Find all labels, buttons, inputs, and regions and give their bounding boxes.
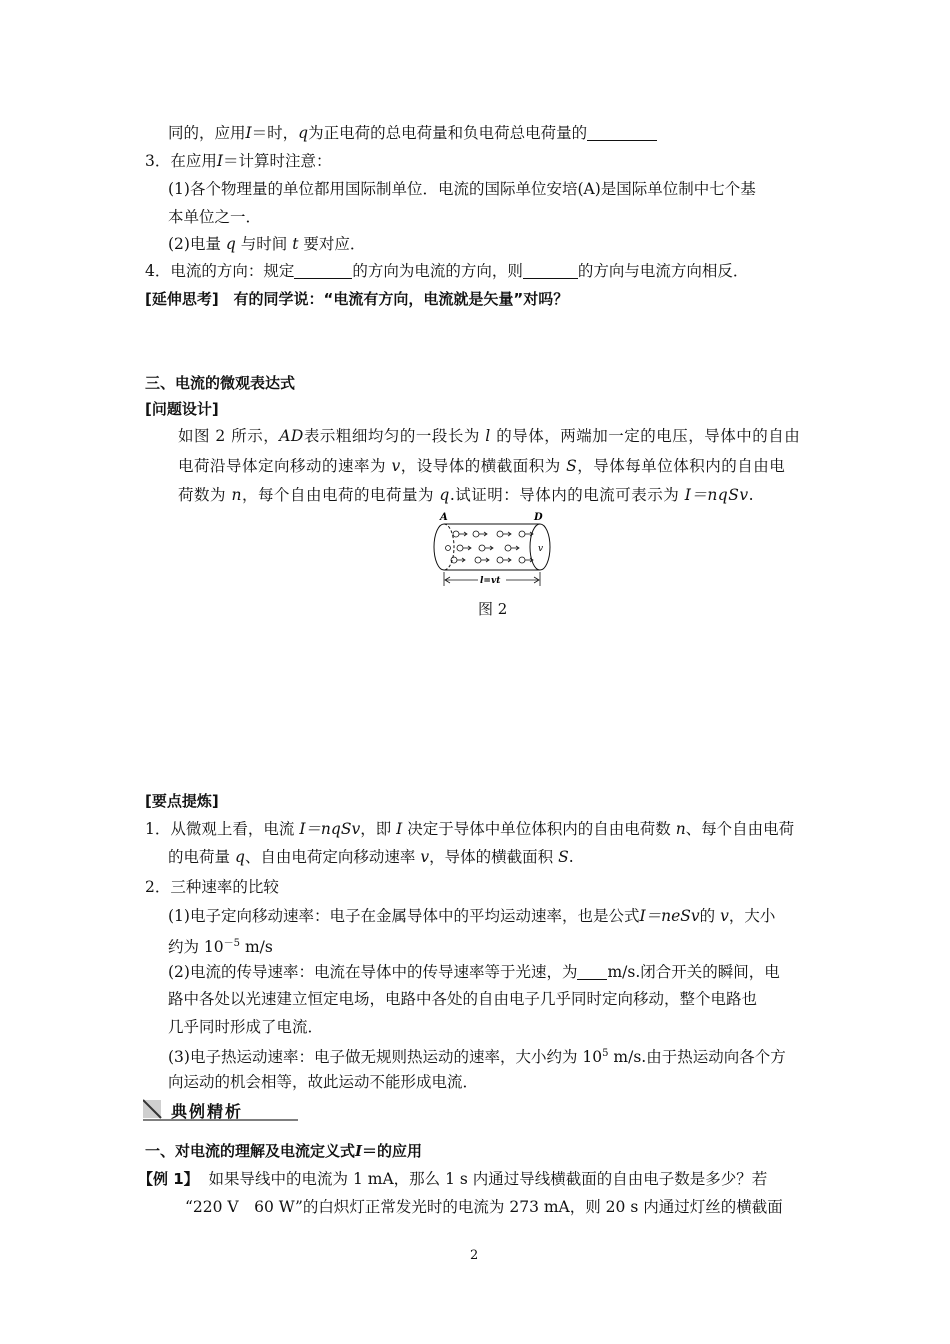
para-line: 2．三种速率的比较	[145, 878, 279, 896]
text: ，导体每单位体积内的自由电	[577, 457, 786, 475]
var: I	[355, 1142, 363, 1160]
text: 决定于导体中单位体积内的自由电荷数	[407, 820, 671, 838]
var: v	[391, 457, 401, 475]
text: 表示粗细均匀的一段长为	[303, 427, 480, 445]
var: I	[396, 820, 403, 838]
para-line	[168, 933, 273, 958]
fill-blank	[523, 262, 578, 279]
section-heading	[145, 1140, 422, 1162]
para-line	[145, 818, 794, 840]
var-i: I	[216, 152, 223, 170]
text: (1)电子定向移动速率：电子在金属导体中的平均运动速率，也是公式	[168, 907, 640, 925]
text: 的方向与电流方向相反．	[577, 262, 749, 280]
para-line	[168, 233, 365, 255]
text: 如图 2 所示，	[178, 427, 280, 445]
para-line: (1)各个物理量的单位都用国际制单位．电流的国际单位安培(A)是国际单位制中七个基	[168, 180, 756, 198]
para-line	[145, 260, 748, 282]
text: 的电荷量	[168, 848, 231, 866]
var-i: I	[245, 124, 252, 142]
formula: I＝nqSv	[299, 820, 361, 838]
para-line: 路中各处以光速建立恒定电场，电路中各处的自由电子几乎同时定向移动，整个电路也	[168, 990, 758, 1008]
text: (3)电子热运动速率：电子做无规则热运动的速率，大小约为 10	[168, 1048, 603, 1067]
question-text: 有的同学说：“电流有方向，电流就是矢量”对吗？	[233, 290, 569, 308]
para-line: 本单位之一．	[168, 208, 262, 226]
charge-particles	[446, 531, 534, 563]
text: 3．在应用	[145, 152, 217, 170]
var: AD	[279, 427, 304, 445]
text: 荷数为	[178, 486, 227, 504]
text: ，每个自由电荷的电荷量为	[241, 486, 434, 504]
var: q	[439, 486, 450, 504]
section-heading: 三、电流的微观表达式	[145, 374, 296, 392]
text: 的导体，两端加一定的电压，导体中的自由	[496, 427, 801, 445]
var: l	[485, 427, 491, 445]
exponent: 5	[602, 1048, 609, 1059]
para-line	[145, 150, 332, 172]
tag-label: [延伸思考]	[145, 290, 219, 308]
page-number: 2	[470, 1248, 479, 1263]
var: S	[566, 457, 578, 475]
var-t: t	[292, 235, 299, 253]
conductor-diagram	[430, 510, 560, 590]
text: 、每个自由电荷	[685, 820, 795, 838]
text: m/s	[240, 938, 273, 957]
var: n	[231, 486, 242, 504]
para-line: 几乎同时形成了电流．	[168, 1018, 324, 1036]
text: 4．电流的方向：规定	[145, 262, 295, 280]
fill-blank	[294, 262, 352, 279]
text: ＝时，	[251, 124, 299, 142]
var: q	[234, 848, 245, 866]
extend-thinking	[145, 288, 568, 310]
text: .	[748, 486, 755, 504]
example-tag: 【例 1】	[138, 1170, 199, 1188]
section-title: 典例精析	[171, 1102, 244, 1121]
para-line	[168, 122, 657, 144]
text: .试证明：导体内的电流可表示为	[449, 486, 680, 504]
question-line	[178, 425, 800, 447]
formula: I＝nqSv	[684, 486, 749, 504]
text: 电荷沿导体定向移动的速率为	[178, 457, 387, 475]
text: (2)电流的传导速率：电流在导体中的传导速率等于光速，为	[168, 963, 578, 981]
para-line: 向运动的机会相等，故此运动不能形成电流．	[168, 1073, 479, 1091]
text: 如果导线中的电流为 1 mA，那么 1 s 内通过导线横截面的自由电子数是多少？若	[208, 1170, 768, 1188]
text: 、自由电荷定向移动速率	[244, 848, 416, 866]
sub-heading: [问题设计]	[145, 400, 219, 418]
para-line	[168, 961, 780, 983]
text: 为正电荷的总电荷量和负电荷总电荷量的	[308, 124, 588, 142]
cylinder-left-cap	[434, 524, 444, 570]
text: ，设导体的横截面积为	[400, 457, 561, 475]
fill-blank	[587, 124, 657, 141]
text: 要对应．	[303, 235, 366, 253]
fill-blank	[577, 963, 607, 980]
section-header-bar	[143, 1098, 298, 1124]
text: ＝计算时注意：	[223, 152, 332, 170]
text: 1．从微观上看，电流	[145, 820, 295, 838]
para-line	[168, 846, 574, 868]
text: ，大小	[728, 907, 776, 925]
label-d: D	[534, 512, 543, 523]
exponent: －5	[223, 938, 241, 949]
text: 的方向为电流的方向，则	[352, 262, 523, 280]
label-a: A	[440, 512, 448, 523]
text: 同的，应用	[168, 124, 246, 142]
figure-caption: 图 2	[478, 600, 508, 618]
var: v	[720, 907, 729, 925]
text: (2)电量	[168, 235, 221, 253]
text: ，导体的横截面积	[429, 848, 554, 866]
text: m/s.由于热运动向各个方	[608, 1048, 786, 1067]
label-v: v	[538, 544, 544, 554]
question-line	[178, 484, 754, 506]
example-line	[138, 1168, 767, 1190]
para-line	[168, 1043, 786, 1068]
text: ＝的应用	[362, 1142, 423, 1160]
text: 与时间	[240, 235, 288, 253]
text: 一、对电流的理解及电流定义式	[145, 1142, 356, 1160]
example-line: “220 V 60 W”的白炽灯正常发光时的电流为 273 mA，则 20 s 内通过灯丝的横截面	[185, 1198, 783, 1216]
var: S	[558, 848, 569, 866]
formula: I＝neSv	[639, 907, 700, 925]
para-line	[168, 905, 775, 927]
text: 约为 10	[168, 938, 224, 957]
sub-heading: [要点提炼]	[145, 792, 219, 810]
var-q: q	[225, 235, 236, 253]
text: 的	[699, 907, 716, 925]
var: n	[675, 820, 686, 838]
label-length: l=vt	[480, 576, 501, 586]
question-line	[178, 455, 785, 477]
text: ，即	[360, 820, 392, 838]
text: m/s.闭合开关的瞬间，电	[607, 963, 780, 981]
var: v	[420, 848, 430, 866]
var-q: q	[298, 124, 309, 142]
text: .	[568, 848, 574, 866]
